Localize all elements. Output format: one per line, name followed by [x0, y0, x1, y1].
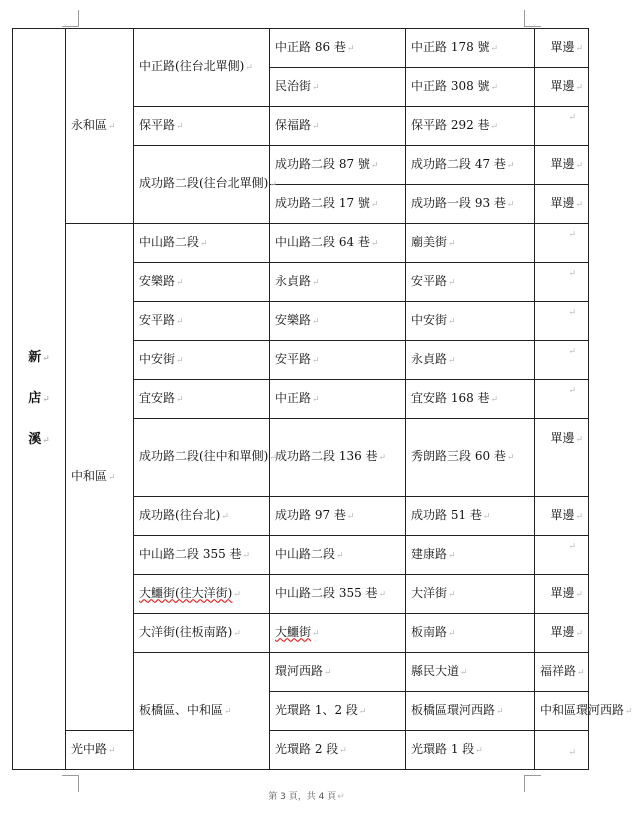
note-cell: ↵	[535, 341, 589, 380]
crop-mark	[524, 10, 525, 27]
road-cell: 中安街↵	[134, 341, 270, 380]
road-cell: 環河西路↵	[270, 653, 406, 692]
crop-mark	[62, 26, 79, 27]
to-cell: 中和區環河西路↵	[535, 692, 589, 731]
from-cell: 安平路↵	[270, 341, 406, 380]
note-cell: ↵	[535, 107, 589, 146]
from-cell: 安樂路↵	[270, 302, 406, 341]
crop-mark	[524, 26, 541, 27]
from-cell: 民治街↵	[270, 68, 406, 107]
note-cell: 單邊↵	[535, 497, 589, 536]
note-cell: ↵	[535, 380, 589, 419]
note-cell: 單邊↵	[535, 146, 589, 185]
to-cell: 成功路二段 47 巷↵	[406, 146, 535, 185]
region-char: 店↵	[28, 390, 50, 406]
to-cell: 宜安路 168 巷↵	[406, 380, 535, 419]
to-cell: 秀朗路三段 60 巷↵	[406, 419, 535, 497]
to-cell: 廟美街↵	[406, 224, 535, 263]
to-cell: 成功路一段 93 巷↵	[406, 185, 535, 224]
from-cell: 保福路↵	[270, 107, 406, 146]
note-cell: ↵	[535, 536, 589, 575]
road-cell: 成功路二段(往中和單側)↵	[134, 419, 270, 497]
to-cell: 板南路↵	[406, 614, 535, 653]
road-cell: 安樂路↵	[134, 263, 270, 302]
to-cell: 永貞路↵	[406, 341, 535, 380]
note-cell: ↵	[535, 731, 589, 770]
from-cell: 縣民大道↵	[406, 653, 535, 692]
note-cell: 單邊↵	[535, 29, 589, 68]
from-cell: 永貞路↵	[270, 263, 406, 302]
from-cell: 板橋區環河西路↵	[406, 692, 535, 731]
road-table	[12, 28, 633, 770]
from-cell: 成功路二段 87 號↵	[270, 146, 406, 185]
road-cell: 光中路↵	[66, 731, 134, 770]
to-cell: 中正路 178 號↵	[406, 29, 535, 68]
road-cell: 安平路↵	[134, 302, 270, 341]
note-cell: 單邊↵	[535, 68, 589, 107]
from-cell: 中正路 86 巷↵	[270, 29, 406, 68]
table-row	[13, 29, 589, 68]
to-cell: 福祥路↵	[535, 653, 589, 692]
crop-mark	[524, 775, 541, 776]
note-cell: 單邊↵	[535, 575, 589, 614]
road-cell: 宜安路↵	[134, 380, 270, 419]
from-cell: 中山路二段↵	[270, 536, 406, 575]
to-cell: 中安街↵	[406, 302, 535, 341]
to-cell: 成功路 51 巷↵	[406, 497, 535, 536]
region-char: 新↵	[28, 349, 50, 365]
from-cell: 成功路二段 136 巷↵	[270, 419, 406, 497]
from-cell: 中山路二段 355 巷↵	[270, 575, 406, 614]
table-row	[13, 224, 589, 263]
region-char: 溪↵	[28, 431, 50, 447]
district-cell: 中和區↵	[66, 224, 134, 731]
from-cell: 成功路 97 巷↵	[270, 497, 406, 536]
region-cell	[13, 29, 66, 770]
road-cell: 保平路↵	[134, 107, 270, 146]
from-cell: 中正路↵	[270, 380, 406, 419]
road-cell: 中山路二段↵	[134, 224, 270, 263]
road-cell: 大鱷街(往大洋街)↵	[134, 575, 270, 614]
note-cell: 單邊↵	[535, 614, 589, 653]
road-cell: 中山路二段 355 巷↵	[134, 536, 270, 575]
road-cell: 大洋街(往板南路)↵	[134, 614, 270, 653]
district-cell: 永和區↵	[66, 29, 134, 224]
note-cell: 單邊↵	[535, 419, 589, 497]
from-cell: 光環路 2 段↵	[270, 731, 406, 770]
from-cell: 中山路二段 64 巷↵	[270, 224, 406, 263]
to-cell: 保平路 292 巷↵	[406, 107, 535, 146]
page-footer: 第 3 頁，共 4 頁↵	[268, 792, 345, 802]
table-row	[13, 731, 589, 770]
from-cell: 成功路二段 17 號↵	[270, 185, 406, 224]
note-cell: ↵	[535, 224, 589, 263]
crop-mark	[78, 10, 79, 27]
crop-mark	[62, 775, 79, 776]
to-cell: 中正路 308 號↵	[406, 68, 535, 107]
road-cell: 成功路二段(往台北單側)↵	[134, 146, 270, 224]
district-cell: 板橋區、中和區↵	[134, 653, 270, 770]
from-cell: 大鱷街↵	[270, 614, 406, 653]
road-cell: 中正路(往台北單側)↵	[134, 29, 270, 107]
to-cell: 光環路 1 段↵	[406, 731, 535, 770]
note-cell: ↵	[535, 263, 589, 302]
to-cell: 大洋街↵	[406, 575, 535, 614]
note-cell: 單邊↵	[535, 185, 589, 224]
road-cell: 成功路(往台北)↵	[134, 497, 270, 536]
to-cell: 建康路↵	[406, 536, 535, 575]
road-cell: 光環路 1、2 段↵	[270, 692, 406, 731]
note-cell: ↵	[535, 302, 589, 341]
to-cell: 安平路↵	[406, 263, 535, 302]
